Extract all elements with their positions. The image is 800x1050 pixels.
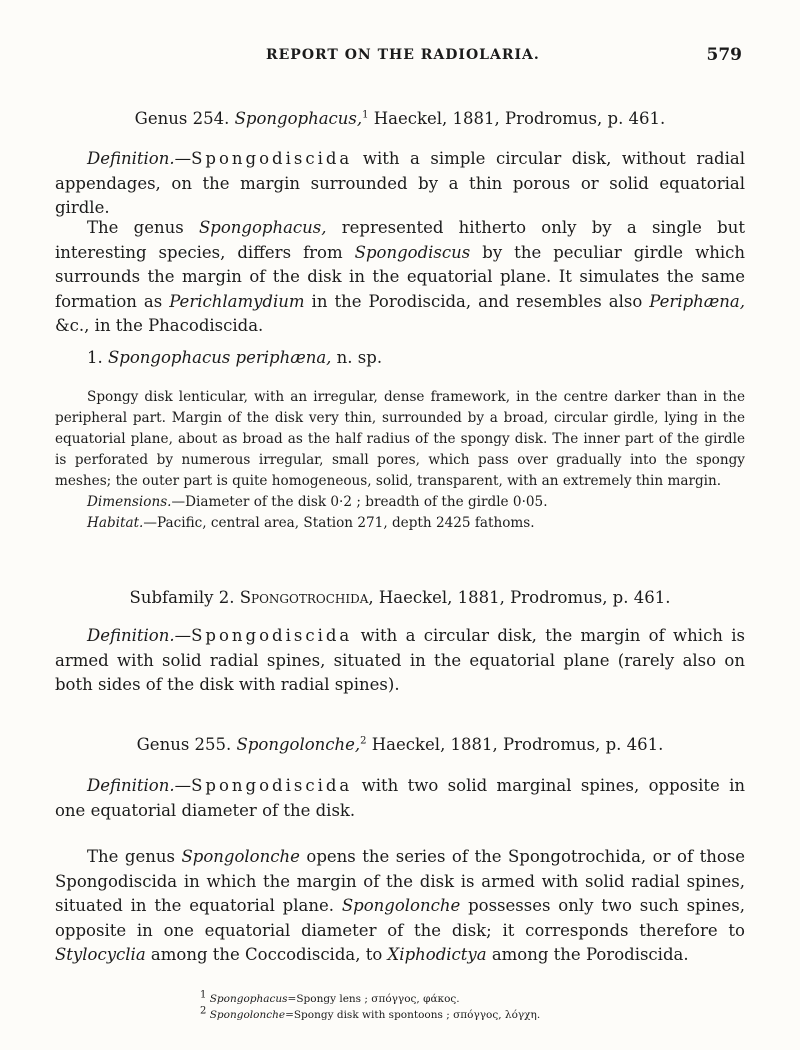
footnote-ref-1: 1	[362, 109, 369, 121]
genus-254-definition: Definition.—Spongodiscida with a simple circular disk, without radial appendages, on the margin surrounded by a thin porous or solid equatorial girdle.	[55, 149, 745, 217]
species-heading: 1. Spongophacus periphæna, n. sp.	[87, 348, 383, 367]
genus-255-heading: Genus 255. Spongolonche,$^2$ Haeckel, 1881, Prodromus, p. 461.	[136, 735, 664, 754]
definition-label: Definition.	[87, 776, 175, 795]
subfamily-2-heading: Subfamily 2. Spongotrochida, Haeckel, 1881, Prodromus, p. 461.	[129, 588, 671, 607]
species-habitat: Habitat.—Pacific, central area, Station 271, depth 2425 fathoms.	[87, 515, 535, 531]
footnote: $^2$ Spongolonche=Spongy disk with spontoons ; σπόγγος, λόγχη.	[200, 1005, 541, 1021]
genus-255-definition: Definition.—Spongodiscida with two solid marginal spines, opposite in one equatorial diameter of the disk.	[55, 776, 745, 820]
footnote: $^1$ Spongophacus=Spongy lens ; σπόγγος, φάκος.	[200, 989, 460, 1005]
footnote-ref-2: 2	[360, 735, 367, 747]
genus-255-body: The genus Spongolonche opens the series of the Spongotrochida, or of those Spongodiscida in which the margin of the disk is armed with solid radial spines, situated in the equatorial plane. Spongolonche possesses only two such spines, opposite in one equatorial diameter of the disk; it corresponds therefore to Stylocyclia among the Coccodiscida, to Xiphodictya among the Porodiscida.	[55, 847, 745, 964]
definition-label: Definition.	[87, 149, 175, 168]
species-description: Spongy disk lenticular, with an irregular, dense framework, in the centre darker than in the peripheral part. Margin of the disk very thin, surrounded by a broad, circular girdle, lying in the equatorial plane, about as broad as the half radius of the spongy disk. The inner part of the girdle is perforated by numerous irregular, small pores, which pass over gradually into the spongy meshes; the outer part is quite homogeneous, solid, transparent, with an extremely thin margin.	[55, 389, 745, 489]
genus-254-body: The genus Spongophacus, represented hitherto only by a single but interesting species, differs from Spongodiscus by the peculiar girdle which surrounds the margin of the disk in the equatorial plane. It simulates the same formation as Perichlamydium in the Porodiscida, and resembles also Periphæna, &c., in the Phacodiscida.	[55, 218, 745, 335]
definition-label: Definition.	[87, 626, 175, 645]
page-number: 579	[706, 45, 742, 65]
subfamily-2-definition: Definition.—Spongodiscida with a circular disk, the margin of which is armed with solid radial spines, situated in the equatorial plane (rarely also on both sides of the disk with radial spines).	[55, 626, 745, 694]
species-dimensions: Dimensions.—Diameter of the disk 0·2 ; breadth of the girdle 0·05.	[87, 494, 548, 510]
genus-254-heading: Genus 254. Spongophacus,$^1$ Haeckel, 1881, Prodromus, p. 461.	[134, 109, 666, 128]
header-title: REPORT ON THE RADIOLARIA.	[266, 47, 540, 63]
